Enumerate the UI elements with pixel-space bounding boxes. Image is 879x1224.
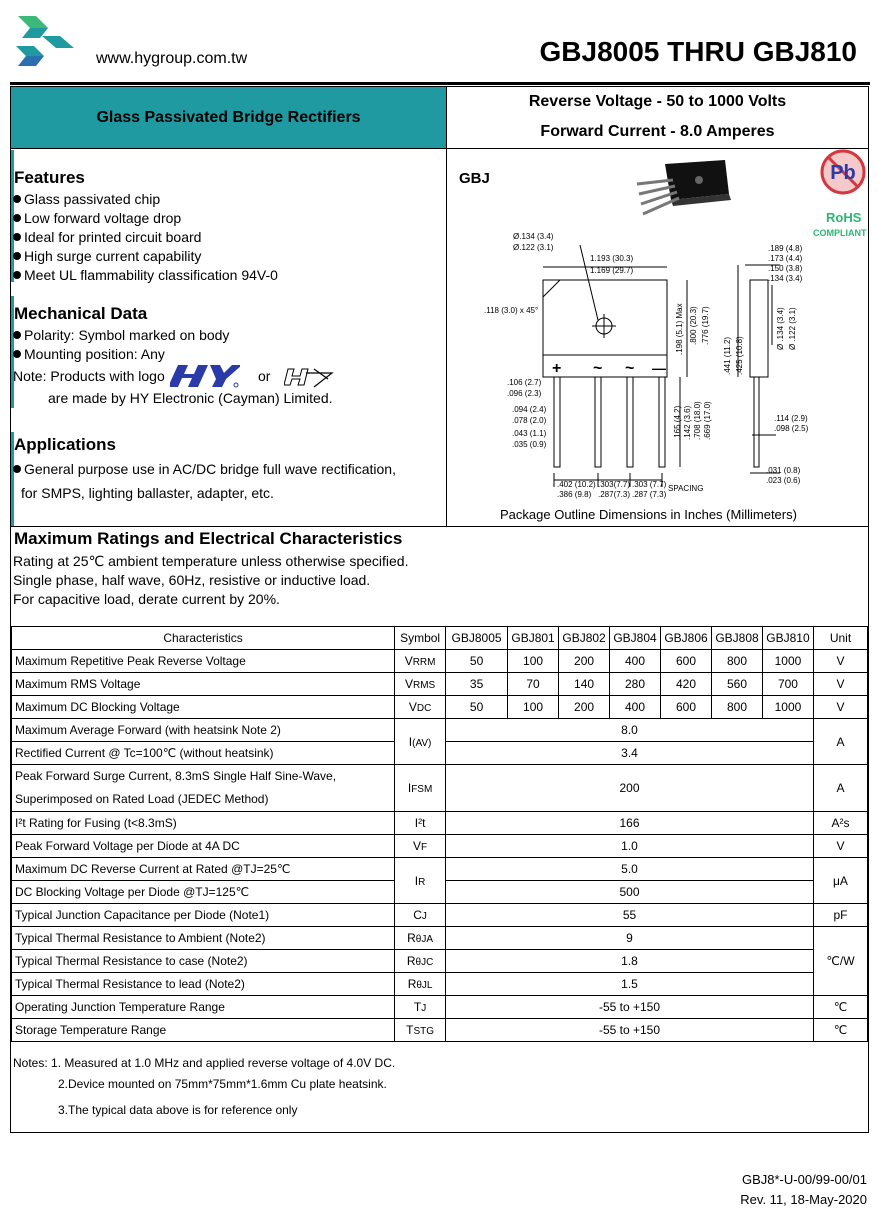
subtitle-banner <box>11 87 446 148</box>
ratings-conditions <box>13 552 409 609</box>
dim-label: .173 (4.4) <box>768 254 803 263</box>
company-logo-icon <box>14 14 78 70</box>
dim-label: 1.193 (30.3) <box>590 254 634 263</box>
dim-label: .303 (7.7) <box>632 480 667 489</box>
list-item: Low forward voltage drop <box>13 209 278 228</box>
dim-label: .150 (3.8) <box>768 264 803 273</box>
dim-label: .198 (5.1) Max <box>675 303 684 355</box>
website-url[interactable]: www.hygroup.com.tw <box>96 50 248 67</box>
table-row: Maximum DC Blocking Voltage VDC 50 100 200 400 600 800 1000 V <box>12 696 868 719</box>
table-row: Typical Junction Capacitance per Diode (Note1) CJ 55 pF <box>12 904 868 927</box>
applications-line: for SMPS, lighting ballaster, adapter, etc. <box>21 485 274 501</box>
list-item: Polarity: Symbol marked on body <box>13 326 229 345</box>
applications-line: General purpose use in AC/DC bridge full wave rectification, <box>13 460 396 479</box>
dim-label: .165 (4.2) <box>673 405 682 440</box>
table-row: Maximum RMS Voltage VRMS 35 70 140 280 420 560 700 V <box>12 673 868 696</box>
dim-label: .031 (0.8) <box>766 466 801 475</box>
dim-label: .800 (20.3) <box>689 306 698 345</box>
dim-label: .078 (2.0) <box>512 416 547 425</box>
dim-label: .287(7.3) <box>598 490 631 499</box>
dim-label: .776 (19.7) <box>701 306 710 345</box>
divider <box>11 148 868 149</box>
dim-label: .096 (2.3) <box>507 389 542 398</box>
reverse-voltage: Reverse Voltage - 50 to 1000 Volts <box>528 93 787 110</box>
dim-label: .189 (4.8) <box>768 244 803 253</box>
ratings-title: Maximum Ratings and Electrical Characteristics <box>14 529 403 548</box>
table-row: Peak Forward Voltage per Diode at 4A DC VF 1.0 V <box>12 835 868 858</box>
note-manufacturer: are made by HY Electronic (Cayman) Limited. <box>48 390 333 406</box>
note-1: Notes: 1. Measured at 1.0 MHz and applied reverse voltage of 4.0V DC. <box>13 1056 396 1070</box>
table-row: I²t Rating for Fusing (t<8.3mS) I²t 166 A²s <box>12 812 868 835</box>
applications-title: Applications <box>14 435 117 454</box>
terminal-ac: ~ <box>593 360 603 377</box>
table-header-row: Characteristics Symbol GBJ8005 GBJ801 GBJ802 GBJ804 GBJ806 GBJ808 GBJ810 Unit <box>12 627 868 650</box>
dim-label: .303(7.7) <box>598 480 631 489</box>
dim-label: .441 (11.2) <box>723 336 732 375</box>
table-row: Storage Temperature Range TSTG -55 to +150 ℃ <box>12 1019 868 1042</box>
table-row: Rectified Current @ Tc=100℃ (without heatsink) 3.4 <box>12 742 868 765</box>
dim-label: SPACING <box>668 484 704 493</box>
dim-label: .098 (2.5) <box>774 424 809 433</box>
dim-label: .669 (17.0) <box>703 401 712 440</box>
divider <box>446 148 447 526</box>
characteristics-table <box>11 626 868 1042</box>
package-name: GBJ <box>459 170 490 187</box>
pb-label: Pb <box>830 162 856 184</box>
table-row: Peak Forward Surge Current, 8.3mS Single Half Sine-Wave, Superimposed on Rated Load (JEDEC Method) IFSM 200 A <box>12 765 868 812</box>
dim-label: .134 (3.4) <box>768 274 803 283</box>
rohs-label: RoHS <box>826 210 862 225</box>
condition-line: Rating at 25℃ ambient temperature unless otherwise specified. <box>13 553 409 569</box>
dim-label: Ø.134 (3.4) <box>513 232 554 241</box>
package-3d-icon <box>625 156 735 228</box>
note-or: or <box>258 368 271 384</box>
condition-line: For capacitive load, derate current by 20%. <box>13 591 280 607</box>
mechanical-title: Mechanical Data <box>14 304 148 323</box>
features-title: Features <box>14 168 85 187</box>
list-item: Ideal for printed circuit board <box>13 228 278 247</box>
subtitle: Glass Passivated Bridge Rectifiers <box>96 108 361 126</box>
revision: Rev. 11, 18-May-2020 <box>740 1192 867 1207</box>
table-row: Typical Thermal Resistance to lead (Note2) RθJL 1.5 <box>12 973 868 996</box>
hy-outline-logo-icon <box>284 365 336 389</box>
page-title: GBJ8005 THRU GBJ810 <box>539 36 857 67</box>
features-list <box>13 190 278 285</box>
dim-label: .708 (18.0) <box>693 401 702 440</box>
dim-label: .118 (3.0) x 45° <box>484 306 539 315</box>
package-outline-drawing <box>480 225 820 500</box>
dim-label: .114 (2.9) <box>774 414 808 423</box>
document-number: GBJ8*-U-00/99-00/01 <box>741 1172 867 1187</box>
note-2: 2.Device mounted on 75mm*75mm*1.6mm Cu plate heatsink. <box>58 1077 387 1091</box>
dim-label: .023 (0.6) <box>766 476 801 485</box>
dim-label: .425 (10.8) <box>735 336 744 375</box>
header-rule <box>10 82 870 85</box>
package-caption: Package Outline Dimensions in Inches (Millimeters) <box>500 507 797 522</box>
table-row: Maximum DC Reverse Current at Rated @TJ=25℃ IR 5.0 μA <box>12 858 868 881</box>
dim-label: .043 (1.1) <box>512 429 547 438</box>
table-row: Maximum Average Forward (with heatsink Note 2) I(AV) 8.0 A <box>12 719 868 742</box>
dim-label: .094 (2.4) <box>512 405 547 414</box>
list-item: Meet UL flammability classification 94V-0 <box>13 266 278 285</box>
dim-label: .386 (9.8) <box>557 490 592 499</box>
list-item: High surge current capability <box>13 247 278 266</box>
note-3: 3.The typical data above is for reference only <box>58 1103 298 1117</box>
dim-label: Ø .134 (3.4) <box>776 307 785 350</box>
dim-label: .035 (0.9) <box>512 440 547 449</box>
mechanical-list <box>13 326 229 364</box>
list-item: Mounting position: Any <box>13 345 229 364</box>
note-logo-line: Note: Products with logo <box>13 368 165 384</box>
condition-line: Single phase, half wave, 60Hz, resistive or inductive load. <box>13 572 371 588</box>
forward-current: Forward Current - 8.0 Amperes <box>540 123 775 140</box>
dim-label: .142 (3.6) <box>683 405 692 440</box>
dim-label: .402 (10.2) <box>557 480 596 489</box>
terminal-ac: ~ <box>625 360 635 377</box>
hy-logo-icon <box>170 363 240 389</box>
list-item: Glass passivated chip <box>13 190 278 209</box>
rohs-compliant-label: COMPLIANT <box>813 228 867 238</box>
dim-label: .287 (7.3) <box>632 490 667 499</box>
terminal-minus: — <box>652 360 666 376</box>
table-row: Maximum Repetitive Peak Reverse Voltage VRRM 50 100 200 400 600 800 1000 V <box>12 650 868 673</box>
ratings-summary <box>446 87 868 148</box>
terminal-plus: + <box>552 360 562 377</box>
table-row: Typical Thermal Resistance to case (Note2) RθJC 1.8 <box>12 950 868 973</box>
dim-label: .106 (2.7) <box>507 378 542 387</box>
divider <box>11 526 868 527</box>
dim-label: 1.169 (29.7) <box>590 266 634 275</box>
table-row: Typical Thermal Resistance to Ambient (Note2) RθJA 9 ℃/W <box>12 927 868 950</box>
table-row: DC Blocking Voltage per Diode @TJ=125℃ 500 <box>12 881 868 904</box>
dim-label: Ø.122 (3.1) <box>513 243 554 252</box>
table-row: Operating Junction Temperature Range TJ -55 to +150 ℃ <box>12 996 868 1019</box>
pb-free-icon <box>818 148 868 196</box>
dim-label: Ø .122 (3.1) <box>788 307 797 350</box>
